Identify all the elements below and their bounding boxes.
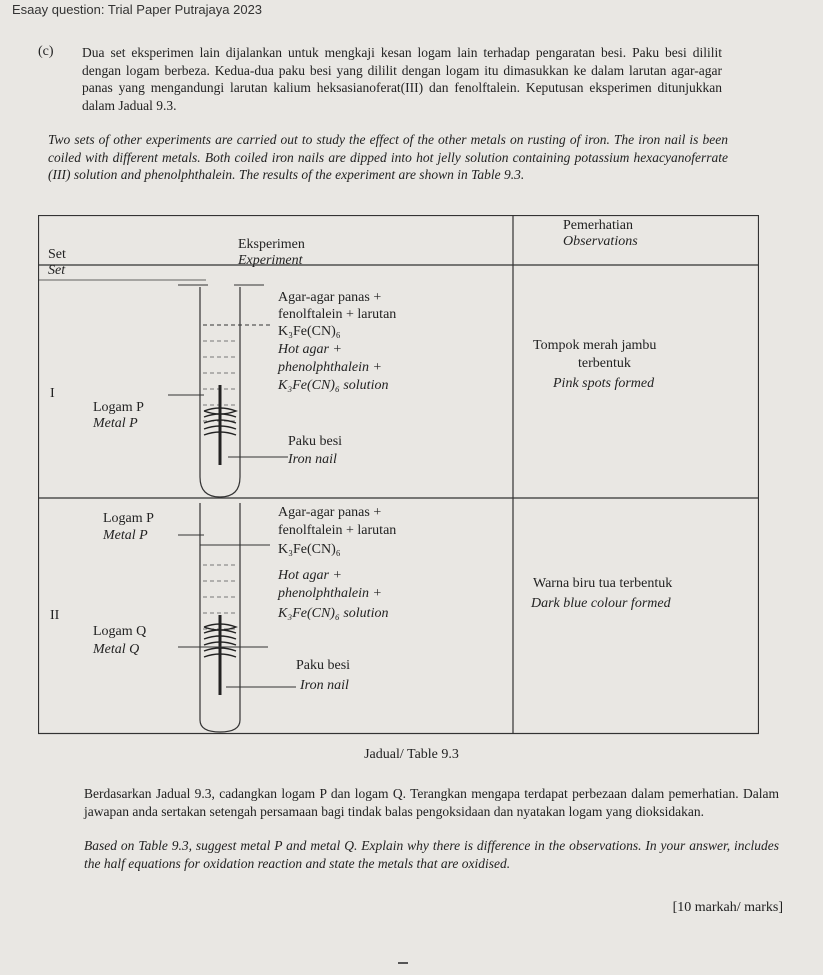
row1-set-number: I — [50, 386, 55, 401]
row1-solution-malay-1: Agar-agar panas + — [278, 290, 382, 305]
row1-metal-malay: Logam P — [93, 400, 144, 415]
row2-metal-q-english: Metal Q — [93, 642, 140, 657]
header-experiment-english: Experiment — [238, 253, 303, 268]
question-english: Based on Table 9.3, suggest metal P and metal Q. Explain why there is difference in the observations. In your answer, includes the half equations for oxidation reaction and state the metals that are oxidised. — [84, 838, 779, 871]
header-experiment-malay: Eksperimen — [238, 237, 305, 252]
row2-solution-english-2: phenolphthalein + — [278, 586, 382, 601]
row1-solution-english-2: phenolphthalein + — [278, 360, 382, 375]
question-malay: Berdasarkan Jadual 9.3, cadangkan logam P dan logam Q. Terangkan mengapa terdapat perbezaan dalam pemerhatian. Dalam jawapan anda sertakan setengah persamaan bagi tindak balas pengoksidaan dan nyatakan logam yang dioksidakan. — [84, 786, 779, 819]
header-set-english: Set — [48, 263, 66, 278]
test-tube-set-1 — [168, 285, 288, 497]
row2-solution-english-1: Hot agar + — [278, 568, 342, 583]
row2-metal-q-malay: Logam Q — [93, 624, 147, 639]
intro-english: Two sets of other experiments are carried out to study the effect of the other metals on rusting of iron. The iron nail is been coiled with different metals. Both coiled iron nails are dipped into hot jelly solution containing potassium hexacyanoferrate (III) solution and phenolphthalein. The results of the experiment are shown in Table 9.3. — [48, 132, 728, 182]
row2-set-number: II — [50, 608, 60, 623]
table-caption: Jadual/ Table 9.3 — [364, 747, 459, 762]
row2-solution-malay-1: Agar-agar panas + — [278, 505, 382, 520]
table-grid — [38, 215, 759, 735]
row1-observation-malay-1: Tompok merah jambu — [533, 338, 657, 353]
page-mark — [398, 962, 408, 964]
row1-solution-malay-3: K₃Fe(CN)₆ — [278, 324, 341, 339]
row2-observation-english: Dark blue colour formed — [531, 596, 671, 611]
row1-solution-english-1: Hot agar + — [278, 342, 342, 357]
row2-solution-english-3: K₃Fe(CN)₆ solution — [278, 606, 389, 621]
row1-metal-english: Metal P — [93, 416, 138, 431]
row1-nail-english: Iron nail — [288, 452, 337, 467]
results-table — [38, 215, 759, 735]
row1-solution-malay-2: fenolftalein + larutan — [278, 307, 397, 322]
header-set-malay: Set — [48, 247, 66, 262]
row1-observation-malay-2: terbentuk — [578, 356, 631, 371]
intro-malay: Dua set eksperimen lain dijalankan untuk mengkaji kesan logam lain terhadap pengaratan besi. Paku besi dililit dengan logam berbeza. Kedua-dua paku besi yang dililit dengan logam itu dimasukkan ke dalam larutan agar-agar panas yang mengandungi larutan kalium heksasianoferat(III) dan fenolftalein. Keputusan eksperimen ditunjukkan dalam Jadual 9.3. — [82, 45, 722, 113]
row2-solution-malay-3: K₃Fe(CN)₆ — [278, 542, 341, 557]
question-label: (c) — [38, 44, 54, 59]
row1-observation-english: Pink spots formed — [553, 376, 655, 391]
row2-nail-english: Iron nail — [300, 678, 349, 693]
row1-nail-malay: Paku besi — [288, 434, 343, 449]
row2-nail-malay: Paku besi — [296, 658, 351, 673]
row2-metal-p-malay: Logam P — [103, 511, 154, 526]
row1-solution-english-3: K₃Fe(CN)₆ solution — [278, 378, 389, 393]
header-observation-malay: Pemerhatian — [563, 218, 633, 233]
header-observation-english: Observations — [563, 234, 638, 249]
row2-observation-malay: Warna biru tua terbentuk — [533, 576, 673, 591]
row2-solution-malay-2: fenolftalein + larutan — [278, 523, 397, 538]
row2-metal-p-english: Metal P — [103, 528, 148, 543]
document-header: Esaay question: Trial Paper Putrajaya 2023 — [12, 2, 263, 17]
marks-allocation: [10 markah/ marks] — [672, 900, 783, 915]
